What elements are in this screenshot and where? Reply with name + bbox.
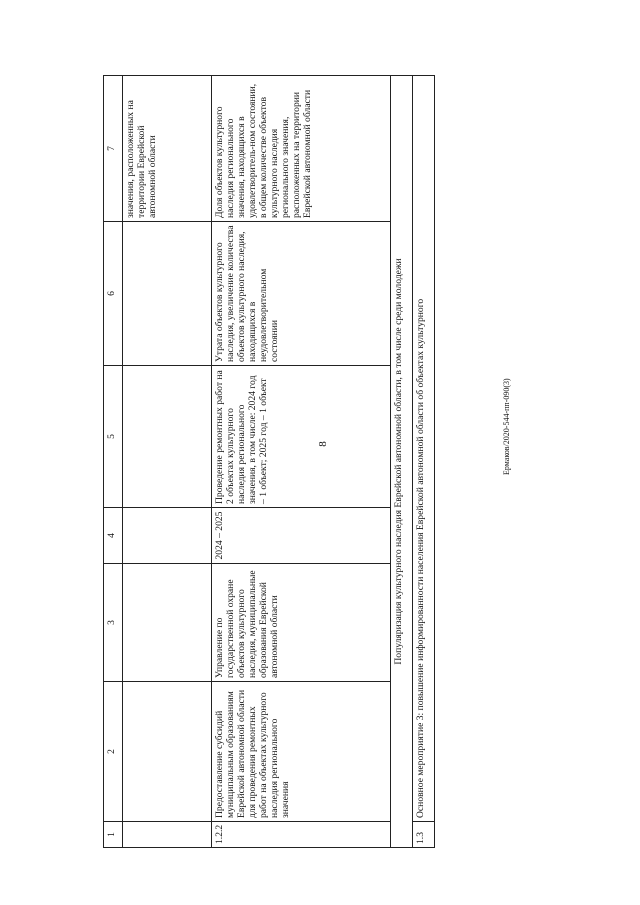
row-number: 1.3 — [413, 822, 435, 848]
implementation-period: 2024 – 2025 — [212, 508, 391, 564]
document-footer: Ермаков/2020-544-пп-090(3) — [502, 378, 511, 475]
header-cell: 7 — [104, 76, 123, 222]
page-number: 8 — [317, 441, 329, 447]
indicator: Доля объектов культурного наследия регионального значения, находящихся в удовлетворитель-ном состоянии, в общем количестве объектов культурного наследия регионального значения, расположенных на территории Еврейской автономной области — [212, 76, 391, 222]
table-cell — [123, 822, 212, 848]
main-measure-text: Основное мероприятие 3: повышение информированности населения Еврейской автономной области об объектах культурного — [413, 76, 435, 822]
table-cell — [123, 564, 212, 682]
responsible-executor: Управление по государственной охране объектов культурного наследия, муниципальные образования Еврейской автономной области — [212, 564, 391, 682]
header-cell: 3 — [104, 564, 123, 682]
section-title-row — [391, 76, 413, 848]
table-cell — [123, 682, 212, 822]
header-cell: 4 — [104, 508, 123, 564]
header-row — [104, 76, 123, 848]
rotated-table-container — [103, 76, 563, 848]
measure-name: Предоставление субсидий муниципальным образованиям Еврейской автономной области для проведения ремонтных работ на объектах культурного наследия регионального значения — [212, 682, 391, 822]
consequences: Утрата объектов культурного наследия, увеличение количества объектов культурного наследия, находящихся в неудовлетворительном состоянии — [212, 222, 391, 366]
header-cell: 1 — [104, 822, 123, 848]
table-cell — [123, 222, 212, 366]
header-cell: 5 — [104, 366, 123, 508]
continuation-row — [123, 76, 212, 848]
table-row-1-3 — [413, 76, 435, 848]
table-cell — [123, 508, 212, 564]
header-cell: 2 — [104, 682, 123, 822]
table-cell: значения, расположенных на территории Еврейской автономной области — [123, 76, 212, 222]
table-row-1-2-2 — [212, 76, 391, 848]
table-cell — [123, 366, 212, 508]
row-number: 1.2.2 — [212, 822, 391, 848]
expected-result: Проведение ремонтных работ на 2 объектах культурного наследия регионального значения, в том числе: 2024 год – 1 объект; 2025 год – 1 объект — [212, 366, 391, 508]
header-cell: 6 — [104, 222, 123, 366]
plan-table — [103, 75, 435, 848]
section-title: Популяризация культурного наследия Еврейской автономной области, в том числе среди молодежи — [391, 76, 413, 848]
